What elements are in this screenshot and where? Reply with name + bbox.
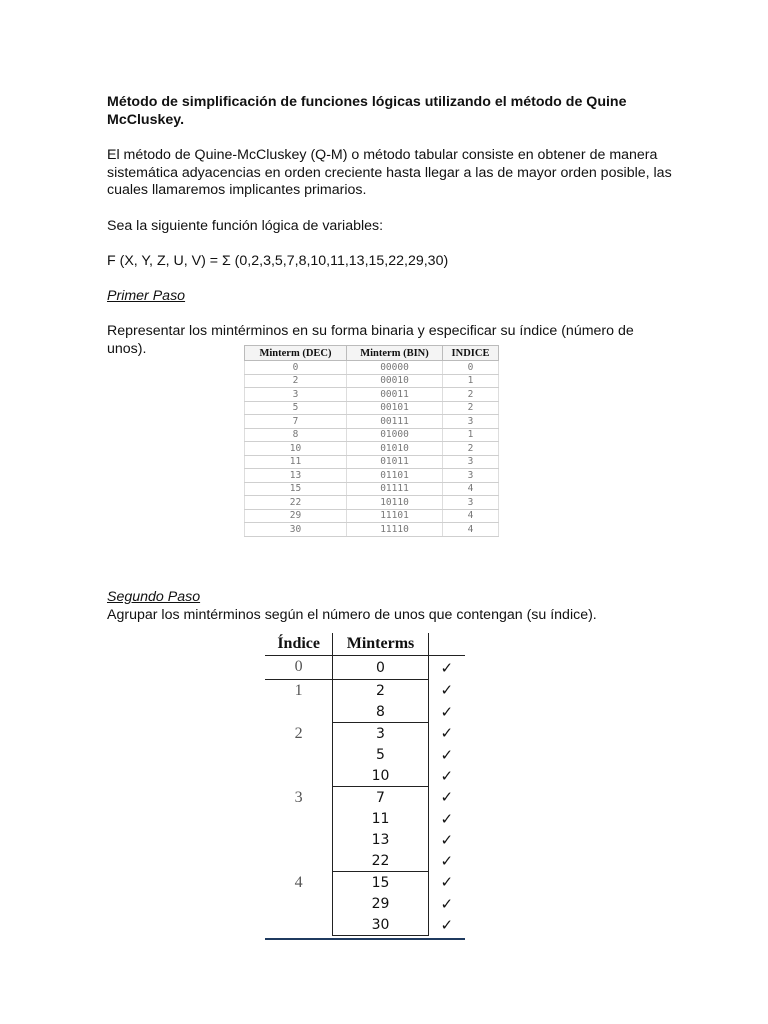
group-index: 0	[265, 656, 333, 680]
table-cell: 0	[245, 361, 347, 375]
table-cell: 11101	[347, 509, 443, 523]
intro-paragraph: El método de Quine-McCluskey (Q-M) o método tabular consiste en obtener de manera sistemática adyacencias en orden creciente hasta llegar a las de mayor orden posible, las cuales llamaremos implicantes primarios.	[107, 147, 672, 198]
minterm-cell: 11	[333, 808, 428, 829]
table-cell: 01101	[347, 469, 443, 483]
table-cell: 8	[245, 428, 347, 442]
minterm-cell: 30	[333, 914, 428, 936]
table-row	[245, 455, 499, 469]
checkmark-icon: ✓	[440, 830, 454, 849]
table-cell: 00000	[347, 361, 443, 375]
table-cell: 2	[245, 374, 347, 388]
table-cell: 30	[245, 523, 347, 537]
table-row	[265, 656, 465, 680]
column-header: Minterm (DEC)	[245, 346, 347, 361]
minterm-binary-table	[244, 345, 499, 537]
column-header: Minterm (BIN)	[347, 346, 443, 361]
table-cell: 3	[443, 496, 499, 510]
checkmark-icon: ✓	[440, 851, 454, 870]
table-row	[245, 482, 499, 496]
minterm-cell: 3	[333, 723, 428, 745]
table-cell: 11110	[347, 523, 443, 537]
table-cell: 01111	[347, 482, 443, 496]
table-cell: 3	[245, 388, 347, 402]
function-intro: Sea la siguiente función lógica de variables:	[107, 217, 384, 234]
table-row	[265, 680, 465, 702]
table-cell: 3	[443, 455, 499, 469]
checkmark-icon: ✓	[440, 873, 454, 892]
group-index: 2	[265, 723, 333, 787]
table-row	[245, 496, 499, 510]
checkmark-icon: ✓	[440, 745, 454, 764]
table-row	[245, 442, 499, 456]
checkmark-icon: ✓	[440, 894, 454, 913]
table-row	[245, 415, 499, 429]
minterm-cell: 8	[333, 701, 428, 723]
column-header: INDICE	[443, 346, 499, 361]
group-index: 3	[265, 787, 333, 872]
table-cell: 00101	[347, 401, 443, 415]
checkmark-icon: ✓	[440, 766, 454, 785]
table-cell: 22	[245, 496, 347, 510]
minterm-cell: 15	[333, 872, 428, 894]
table-cell: 2	[443, 401, 499, 415]
table-cell: 10110	[347, 496, 443, 510]
table-cell: 01011	[347, 455, 443, 469]
table-cell: 7	[245, 415, 347, 429]
table-cell: 2	[443, 442, 499, 456]
table-cell: 29	[245, 509, 347, 523]
document-body	[107, 94, 687, 358]
table-cell: 0	[443, 361, 499, 375]
table-row	[245, 361, 499, 375]
table-row	[245, 428, 499, 442]
table-cell: 4	[443, 482, 499, 496]
table-cell: 00010	[347, 374, 443, 388]
minterm-cell: 13	[333, 829, 428, 850]
checkmark-icon: ✓	[440, 702, 454, 721]
table-cell: 11	[245, 455, 347, 469]
step2-section	[107, 589, 687, 624]
table-row	[245, 523, 499, 537]
table-row	[265, 872, 465, 894]
table-row	[245, 388, 499, 402]
table-cell: 1	[443, 428, 499, 442]
table-row	[245, 374, 499, 388]
checkmark-icon: ✓	[440, 681, 454, 700]
group-index: 4	[265, 872, 333, 936]
table-cell: 5	[245, 401, 347, 415]
table-cell: 01010	[347, 442, 443, 456]
step2-text: Agrupar los mintérminos según el número de unos que contengan (su índice).	[107, 606, 597, 623]
checkmark-icon: ✓	[440, 915, 454, 934]
table-cell: 00111	[347, 415, 443, 429]
table-row	[265, 787, 465, 809]
table-cell: 15	[245, 482, 347, 496]
table-cell: 1	[443, 374, 499, 388]
grouping-table-wrapper	[265, 633, 465, 936]
table-cell: 4	[443, 509, 499, 523]
table-cell: 10	[245, 442, 347, 456]
function-definition: F (X, Y, Z, U, V) = Σ (0,2,3,5,7,8,10,11,13,15,22,29,30)	[107, 253, 449, 269]
step2-heading: Segundo Paso	[107, 589, 201, 605]
grouping-table	[265, 633, 465, 936]
minterm-cell: 29	[333, 893, 428, 914]
table-cell: 00011	[347, 388, 443, 402]
minterm-cell: 7	[333, 787, 428, 809]
step1-heading: Primer Paso	[107, 287, 186, 304]
column-header	[428, 633, 465, 656]
checkmark-icon: ✓	[440, 658, 454, 677]
document-title: Método de simplificación de funciones lógicas utilizando el método de Quine McCluskey.	[107, 94, 627, 128]
table-cell: 2	[443, 388, 499, 402]
table-cell: 13	[245, 469, 347, 483]
table-cell: 01000	[347, 428, 443, 442]
table-row	[265, 723, 465, 745]
checkmark-icon: ✓	[440, 809, 454, 828]
table-row	[245, 509, 499, 523]
minterm-cell: 0	[333, 656, 428, 680]
minterm-cell: 5	[333, 744, 428, 765]
group-index: 1	[265, 680, 333, 723]
column-header: Minterms	[333, 633, 428, 656]
table-row	[245, 469, 499, 483]
checkmark-icon: ✓	[440, 724, 454, 743]
bottom-rule	[265, 938, 465, 940]
table-cell: 4	[443, 523, 499, 537]
minterm-cell: 10	[333, 765, 428, 787]
table-cell: 3	[443, 469, 499, 483]
column-header: Índice	[265, 633, 333, 656]
table-row	[245, 401, 499, 415]
checkmark-icon: ✓	[440, 788, 454, 807]
minterm-cell: 2	[333, 680, 428, 702]
minterm-cell: 22	[333, 850, 428, 872]
step1-text: Representar los mintérminos en su forma binaria y especificar su índice (número de unos).	[107, 323, 634, 357]
table-cell: 3	[443, 415, 499, 429]
